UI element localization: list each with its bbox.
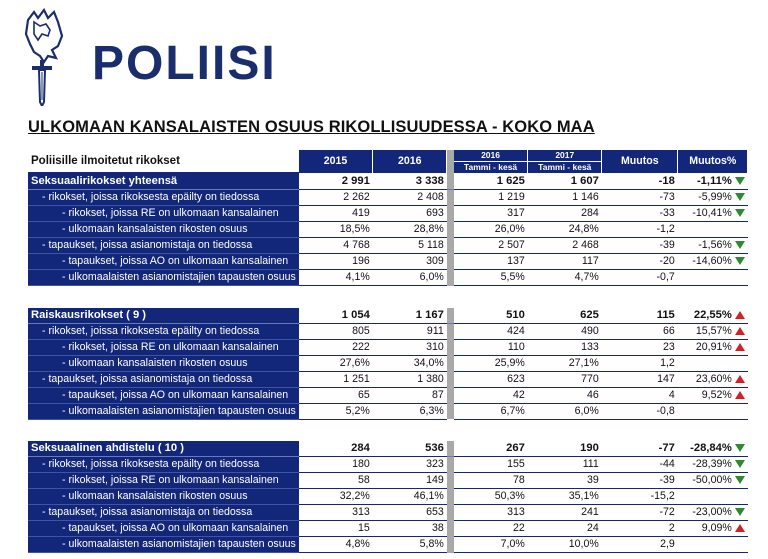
- row-label: - ulkomaan kansalaisten rikosten osuus: [28, 222, 299, 238]
- cell-h2016: 155: [454, 457, 528, 473]
- pct-value: -1,56%: [698, 239, 732, 251]
- pct-value: -14,60%: [692, 255, 732, 267]
- table-row: [28, 190, 748, 206]
- cell-muutos: -72: [602, 505, 678, 521]
- cell-muutos: 115: [602, 308, 678, 324]
- trend-down-icon: [735, 209, 745, 217]
- header-2016-h1-period: Tammi - kesä: [463, 162, 518, 172]
- section-spacer: [28, 419, 748, 441]
- cell-muutos-pct: [678, 387, 748, 403]
- cell-h2017: 1 146: [528, 190, 602, 206]
- cell-muutos-pct: [678, 371, 748, 387]
- cell-h2017: 35,1%: [528, 489, 602, 505]
- cell-v2016: 536: [373, 441, 447, 457]
- cell-muutos: 4: [602, 387, 678, 403]
- cell-h2017: 27,1%: [528, 355, 602, 371]
- cell-muutos: -1,2: [602, 222, 678, 238]
- trend-down-icon: [735, 193, 745, 201]
- cell-v2015: 1 054: [299, 308, 373, 324]
- cell-muutos: -39: [602, 473, 678, 489]
- cell-h2016: 42: [454, 387, 528, 403]
- cell-muutos-pct: [678, 173, 748, 190]
- cell-muutos: -0,7: [602, 270, 678, 286]
- row-label: Raiskausrikokset ( 9 ): [28, 308, 299, 324]
- cell-v2015: 65: [299, 387, 373, 403]
- cell-v2015: 1 251: [299, 371, 373, 387]
- gap-cell: [447, 355, 454, 371]
- table-row: [28, 222, 748, 238]
- cell-v2015: 4,1%: [299, 270, 373, 286]
- header-2017-h1-period: Tammi - kesä: [538, 162, 592, 172]
- cell-h2016: 267: [454, 441, 528, 457]
- gap-cell: [447, 222, 454, 238]
- gap-cell: [447, 323, 454, 339]
- cell-v2016: 911: [373, 323, 447, 339]
- cell-h2017: 46: [528, 387, 602, 403]
- table-row: [28, 387, 748, 403]
- trend-up-icon: [735, 327, 745, 335]
- cell-muutos-pct: [678, 521, 748, 537]
- cell-v2016: 6,0%: [373, 270, 447, 286]
- cell-muutos-pct: [678, 339, 748, 355]
- cell-h2017: 111: [528, 457, 602, 473]
- cell-v2016: 310: [373, 339, 447, 355]
- pct-value: 15,57%: [695, 324, 732, 337]
- table-row: [28, 254, 748, 270]
- cell-muutos: 147: [602, 371, 678, 387]
- cell-h2017: 6,0%: [528, 403, 602, 419]
- section-total-row: [28, 308, 748, 324]
- cell-v2015: 15: [299, 521, 373, 537]
- table-row: [28, 403, 748, 419]
- cell-h2016: 1 625: [454, 173, 528, 190]
- cell-v2015: 180: [299, 457, 373, 473]
- cell-muutos: -44: [602, 457, 678, 473]
- cell-muutos-pct: [678, 355, 748, 371]
- cell-h2017: 241: [528, 505, 602, 521]
- cell-h2017: 625: [528, 308, 602, 324]
- cell-muutos-pct: [678, 457, 748, 473]
- cell-h2016: 50,3%: [454, 489, 528, 505]
- pct-value: 20,91%: [695, 340, 732, 353]
- cell-v2016: 1 167: [373, 308, 447, 324]
- header-label: Poliisille ilmoitetut rikokset: [28, 150, 299, 173]
- trend-down-icon: [735, 476, 745, 484]
- cell-v2015: 196: [299, 254, 373, 270]
- cell-muutos-pct: [678, 323, 748, 339]
- cell-v2016: 38: [373, 521, 447, 537]
- cell-h2017: 39: [528, 473, 602, 489]
- row-label: - ulkomaalaisten asianomistajien tapausten osuus: [28, 537, 299, 553]
- cell-muutos: 66: [602, 323, 678, 339]
- header-gap: [447, 150, 454, 173]
- cell-h2016: 510: [454, 308, 528, 324]
- row-label: - tapaukset, joissa AO on ulkomaan kansalainen: [28, 254, 299, 270]
- cell-muutos: 2,9: [602, 537, 678, 553]
- cell-v2015: 18,5%: [299, 222, 373, 238]
- cell-h2016: 22: [454, 521, 528, 537]
- gap-cell: [447, 521, 454, 537]
- gap-cell: [447, 254, 454, 270]
- cell-h2016: 7,0%: [454, 537, 528, 553]
- pct-value: -1,11%: [696, 174, 732, 187]
- cell-v2016: 87: [373, 387, 447, 403]
- trend-up-icon: [735, 524, 745, 532]
- lion-emblem-icon: [18, 6, 74, 106]
- row-label: - rikokset, joissa RE on ulkomaan kansalainen: [28, 473, 299, 489]
- cell-muutos: -0,8: [602, 403, 678, 419]
- row-label: - tapaukset, joissa asianomistaja on tiedossa: [28, 371, 299, 387]
- pct-value: 9,52%: [701, 388, 732, 401]
- pct-value: 9,09%: [701, 522, 732, 534]
- gap-cell: [447, 206, 454, 222]
- pct-value: -50,00%: [692, 474, 732, 486]
- cell-muutos-pct: [678, 505, 748, 521]
- pct-value: 23,60%: [695, 372, 732, 385]
- row-label: - tapaukset, joissa asianomistaja on tiedossa: [28, 238, 299, 254]
- cell-h2017: 133: [528, 339, 602, 355]
- cell-v2016: 323: [373, 457, 447, 473]
- pct-value: -5,99%: [698, 191, 732, 203]
- cell-h2016: 2 507: [454, 238, 528, 254]
- cell-muutos-pct: [678, 254, 748, 270]
- table-row: [28, 355, 748, 371]
- cell-muutos-pct: [678, 308, 748, 324]
- cell-muutos: 2: [602, 521, 678, 537]
- table-row: [28, 537, 748, 553]
- cell-muutos-pct: [678, 473, 748, 489]
- cell-h2016: 25,9%: [454, 355, 528, 371]
- cell-muutos-pct: [678, 441, 748, 457]
- pct-value: 22,55%: [693, 308, 732, 321]
- logo-wordmark: POLIISI: [92, 37, 277, 90]
- cell-muutos-pct: [678, 270, 748, 286]
- table-row: [28, 371, 748, 387]
- header-2016-h1-year: 2016: [454, 150, 528, 162]
- cell-v2016: 1 380: [373, 371, 447, 387]
- gap-cell: [447, 473, 454, 489]
- header-2016-h1: [454, 150, 528, 173]
- cell-v2015: 58: [299, 473, 373, 489]
- cell-h2017: 190: [528, 441, 602, 457]
- row-label: - ulkomaalaisten asianomistajien tapausten osuus: [28, 403, 299, 419]
- cell-h2016: 424: [454, 323, 528, 339]
- cell-v2016: 5 118: [373, 238, 447, 254]
- cell-v2016: 2 408: [373, 190, 447, 206]
- trend-up-icon: [735, 311, 745, 319]
- cell-v2015: 284: [299, 441, 373, 457]
- cell-v2015: 419: [299, 206, 373, 222]
- table-row: [28, 339, 748, 355]
- gap-cell: [447, 339, 454, 355]
- cell-v2015: 2 991: [299, 173, 373, 190]
- row-label: - rikokset, joissa rikoksesta epäilty on tiedossa: [28, 190, 299, 206]
- row-label: - tapaukset, joissa asianomistaja on tiedossa: [28, 505, 299, 521]
- row-label: - ulkomaalaisten asianomistajien tapausten osuus: [28, 270, 299, 286]
- cell-v2016: 653: [373, 505, 447, 521]
- cell-v2015: 313: [299, 505, 373, 521]
- header-2017-h1: [528, 150, 602, 173]
- pct-value: -28,39%: [692, 458, 732, 470]
- cell-h2017: 10,0%: [528, 537, 602, 553]
- cell-h2017: 490: [528, 323, 602, 339]
- trend-up-icon: [735, 391, 745, 399]
- cell-v2015: 4 768: [299, 238, 373, 254]
- cell-v2015: 4,8%: [299, 537, 373, 553]
- row-label: Seksuaalinen ahdistelu ( 10 ): [28, 441, 299, 457]
- cell-v2015: 27,6%: [299, 355, 373, 371]
- trend-down-icon: [735, 241, 745, 249]
- gap-cell: [447, 441, 454, 457]
- row-label: - rikokset, joissa rikoksesta epäilty on tiedossa: [28, 323, 299, 339]
- cell-muutos: 23: [602, 339, 678, 355]
- cell-h2016: 26,0%: [454, 222, 528, 238]
- gap-cell: [447, 537, 454, 553]
- trend-up-icon: [735, 343, 745, 351]
- cell-muutos-pct: [678, 537, 748, 553]
- row-label: - rikokset, joissa rikoksesta epäilty on tiedossa: [28, 457, 299, 473]
- trend-down-icon: [735, 444, 745, 452]
- table-row: [28, 489, 748, 505]
- cell-muutos-pct: [678, 403, 748, 419]
- header-muutos: Muutos: [602, 150, 678, 173]
- gap-cell: [447, 489, 454, 505]
- cell-v2015: 222: [299, 339, 373, 355]
- cell-h2017: 24: [528, 521, 602, 537]
- cell-v2015: 5,2%: [299, 403, 373, 419]
- cell-h2016: 623: [454, 371, 528, 387]
- section-spacer: [28, 286, 748, 308]
- cell-v2016: 6,3%: [373, 403, 447, 419]
- cell-h2016: 1 219: [454, 190, 528, 206]
- cell-h2016: 5,5%: [454, 270, 528, 286]
- cell-v2016: 28,8%: [373, 222, 447, 238]
- page-title: ULKOMAAN KANSALAISTEN OSUUS RIKOLLISUUDESSA - KOKO MAA: [28, 118, 595, 136]
- cell-muutos: -18: [602, 173, 678, 190]
- header-muutos-pct: Muutos%: [678, 150, 748, 173]
- gap-cell: [447, 270, 454, 286]
- cell-h2017: 2 468: [528, 238, 602, 254]
- pct-value: -23,00%: [692, 506, 732, 518]
- table-row: [28, 473, 748, 489]
- cell-muutos-pct: [678, 238, 748, 254]
- cell-h2016: 110: [454, 339, 528, 355]
- table-row: [28, 323, 748, 339]
- cell-muutos: -15,2: [602, 489, 678, 505]
- row-label: - rikokset, joissa RE on ulkomaan kansalainen: [28, 339, 299, 355]
- cell-h2017: 770: [528, 371, 602, 387]
- cell-h2016: 6,7%: [454, 403, 528, 419]
- row-label: - tapaukset, joissa AO on ulkomaan kansalainen: [28, 387, 299, 403]
- gap-cell: [447, 387, 454, 403]
- cell-muutos-pct: [678, 222, 748, 238]
- trend-up-icon: [735, 375, 745, 383]
- cell-h2016: 317: [454, 206, 528, 222]
- pct-value: -28,84%: [690, 442, 732, 454]
- gap-cell: [447, 371, 454, 387]
- table-row: [28, 206, 748, 222]
- cell-muutos: -39: [602, 238, 678, 254]
- header-2017-h1-year: 2017: [528, 150, 601, 162]
- table-row: [28, 457, 748, 473]
- cell-v2016: 3 338: [373, 173, 447, 190]
- cell-h2017: 4,7%: [528, 270, 602, 286]
- gap-cell: [447, 505, 454, 521]
- header-2016: 2016: [373, 150, 447, 173]
- gap-cell: [447, 457, 454, 473]
- header-2015: 2015: [299, 150, 373, 173]
- row-label: - ulkomaan kansalaisten rikosten osuus: [28, 489, 299, 505]
- cell-h2017: 117: [528, 254, 602, 270]
- cell-muutos: 1,2: [602, 355, 678, 371]
- gap-cell: [447, 403, 454, 419]
- cell-v2016: 309: [373, 254, 447, 270]
- gap-cell: [447, 308, 454, 324]
- row-label: Seksuaalirikokset yhteensä: [28, 173, 299, 190]
- trend-down-icon: [735, 508, 745, 516]
- cell-v2016: 693: [373, 206, 447, 222]
- trend-down-icon: [735, 460, 745, 468]
- cell-v2015: 32,2%: [299, 489, 373, 505]
- trend-down-icon: [735, 257, 745, 265]
- cell-muutos: -77: [602, 441, 678, 457]
- table-row: [28, 521, 748, 537]
- row-label: - tapaukset, joissa AO on ulkomaan kansalainen: [28, 521, 299, 537]
- cell-h2016: 313: [454, 505, 528, 521]
- table-row: [28, 238, 748, 254]
- section-total-row: [28, 441, 748, 457]
- cell-muutos-pct: [678, 206, 748, 222]
- cell-v2016: 46,1%: [373, 489, 447, 505]
- cell-v2015: 805: [299, 323, 373, 339]
- cell-v2016: 34,0%: [373, 355, 447, 371]
- cell-h2016: 137: [454, 254, 528, 270]
- cell-muutos-pct: [678, 190, 748, 206]
- row-label: - rikokset, joissa RE on ulkomaan kansalainen: [28, 206, 299, 222]
- cell-h2017: 1 607: [528, 173, 602, 190]
- cell-muutos: -20: [602, 254, 678, 270]
- gap-cell: [447, 190, 454, 206]
- cell-v2016: 5,8%: [373, 537, 447, 553]
- table-row: [28, 505, 748, 521]
- section-total-row: [28, 173, 748, 190]
- cell-h2017: 284: [528, 206, 602, 222]
- poliisi-logo: [18, 6, 277, 114]
- cell-muutos: -33: [602, 206, 678, 222]
- table-row: [28, 270, 748, 286]
- trend-down-icon: [735, 177, 745, 185]
- cell-h2016: 78: [454, 473, 528, 489]
- table-header-row: [28, 150, 748, 173]
- cell-v2016: 149: [373, 473, 447, 489]
- cell-muutos-pct: [678, 489, 748, 505]
- cell-v2015: 2 262: [299, 190, 373, 206]
- cell-h2017: 24,8%: [528, 222, 602, 238]
- pct-value: -10,41%: [692, 207, 732, 219]
- cell-muutos: -73: [602, 190, 678, 206]
- statistics-table: [28, 150, 748, 553]
- gap-cell: [447, 238, 454, 254]
- row-label: - ulkomaan kansalaisten rikosten osuus: [28, 355, 299, 371]
- gap-cell: [447, 173, 454, 190]
